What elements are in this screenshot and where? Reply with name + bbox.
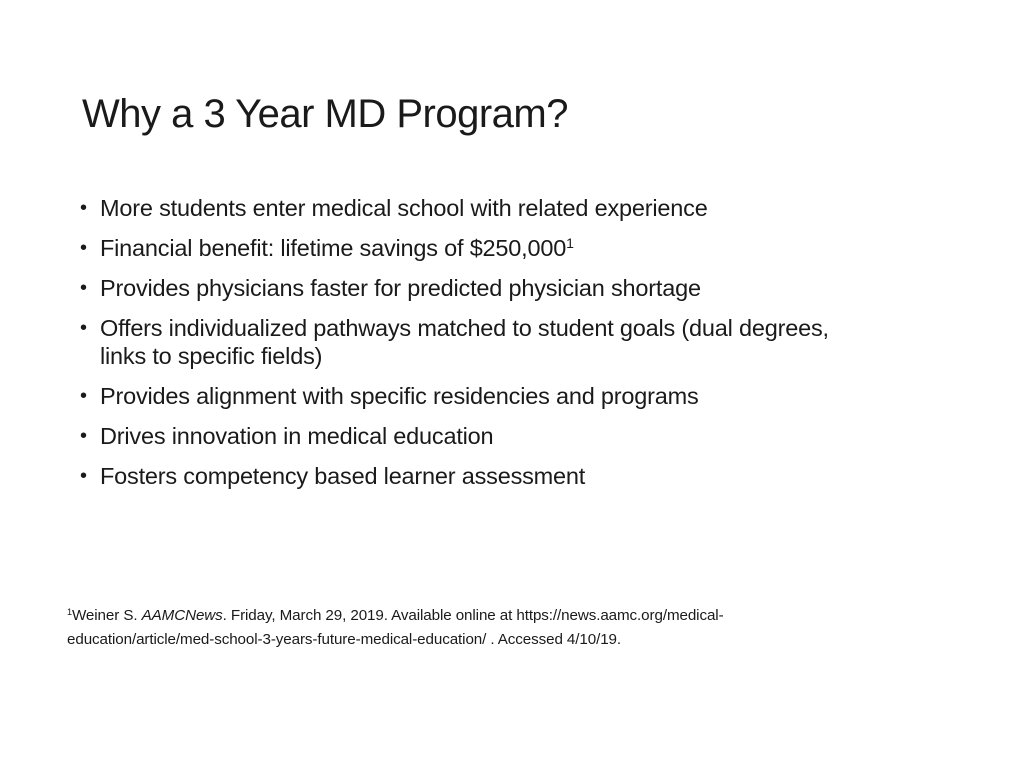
footnote-reference: 1 <box>566 235 574 252</box>
bullet-icon: • <box>80 385 87 407</box>
bullet-text: More students enter medical school with related experience <box>100 195 708 221</box>
bullet-icon: • <box>80 237 87 259</box>
bullet-item <box>78 314 878 370</box>
bullet-text: Provides alignment with specific residencies and programs <box>100 383 699 409</box>
bullet-item <box>78 382 878 410</box>
bullet-icon: • <box>80 465 87 487</box>
footnote-author: Weiner S. <box>71 607 142 624</box>
bullet-list <box>78 194 878 502</box>
bullet-text: Offers individualized pathways matched to student goals (dual degrees, links to specific fields) <box>100 315 829 369</box>
bullet-text: Fosters competency based learner assessment <box>100 463 586 489</box>
footnote-details: . Friday, March 29, 2019. Available online at https://news.aamc.org/medical-education/article/med-school-3-years-future-medical-education/ . Accessed 4/10/19. <box>67 607 724 648</box>
bullet-icon: • <box>80 197 87 219</box>
bullet-item <box>78 462 878 490</box>
footnote-marker: 1 <box>67 606 72 617</box>
bullet-item <box>78 194 878 222</box>
bullet-icon: • <box>80 277 87 299</box>
bullet-item <box>78 234 878 262</box>
bullet-item <box>78 274 878 302</box>
bullet-icon: • <box>80 425 87 447</box>
bullet-text: Drives innovation in medical education <box>100 423 494 449</box>
slide-title: Why a 3 Year MD Program? <box>82 92 568 136</box>
bullet-icon: • <box>80 317 87 339</box>
bullet-item <box>78 422 878 450</box>
footnote-source: AAMCNews <box>141 607 223 624</box>
footnote <box>67 604 867 652</box>
bullet-text: Financial benefit: lifetime savings of $250,000 <box>100 235 567 261</box>
bullet-text: Provides physicians faster for predicted physician shortage <box>100 275 701 301</box>
